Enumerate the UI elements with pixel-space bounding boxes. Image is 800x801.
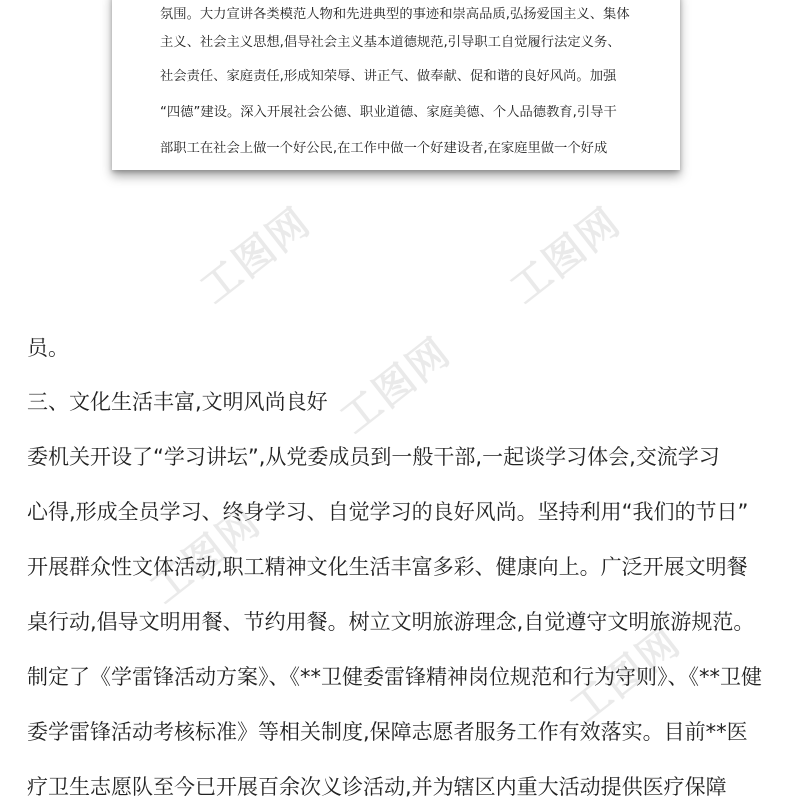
- body-text-line: 疗卫生志愿队至今已开展百余次义诊活动,并为辖区内重大活动提供医疗保障: [27, 775, 727, 799]
- body-text-line: 制定了《学雷锋活动方案》、《**卫健委雷锋精神岗位规范和行为守则》、《**卫健: [27, 665, 762, 689]
- watermark-logo: 工图网: [191, 198, 320, 313]
- body-text-line: 心得,形成全员学习、终身学习、自觉学习的良好风尚。坚持利用“我们的节日”: [27, 500, 749, 524]
- card-text-line: 部职工在社会上做一个好公民,在工作中做一个好建设者,在家庭里做一个好成: [160, 141, 608, 156]
- body-text-line: 开展群众性文体活动,职工精神文化生活丰富多彩、健康向上。广泛开展文明餐: [27, 555, 748, 579]
- watermark-logo: 工图网: [141, 498, 270, 613]
- card-text-line: “四德”建设。深入开展社会公德、职业道德、家庭美德、个人品德教育,引导干: [160, 105, 617, 120]
- card-text-line: 社会责任、家庭责任,形成知荣辱、讲正气、做奉献、促和谐的良好风尚。加强: [160, 69, 617, 84]
- card-text-line: 氛围。大力宣讲各类模范人物和先进典型的事迹和崇高品质,弘扬爱国主义、集体: [160, 7, 630, 22]
- body-text-line: 委机关开设了“学习讲坛”,从党委成员到一般干部,一起谈学习体会,交流学习: [27, 445, 720, 469]
- card-text-line: 主义、社会主义思想,倡导社会主义基本道德规范,引导职工自觉履行法定义务、: [160, 35, 621, 50]
- watermark-logo: 工图网: [501, 198, 630, 313]
- body-text-line: 桌行动,倡导文明用餐、节约用餐。树立文明旅游理念,自觉遵守文明旅游规范。: [27, 610, 755, 634]
- section-heading: 三、文化生活丰富,文明风尚良好: [27, 390, 328, 414]
- watermark-logo: 工图网: [331, 328, 460, 443]
- body-text-line: 员。: [27, 336, 69, 360]
- body-text-line: 委学雷锋活动考核标准》等相关制度,保障志愿者服务工作有效落实。目前**医: [27, 720, 748, 744]
- document-preview-card: [112, 0, 680, 170]
- watermark-logo: 工图网: [561, 618, 690, 733]
